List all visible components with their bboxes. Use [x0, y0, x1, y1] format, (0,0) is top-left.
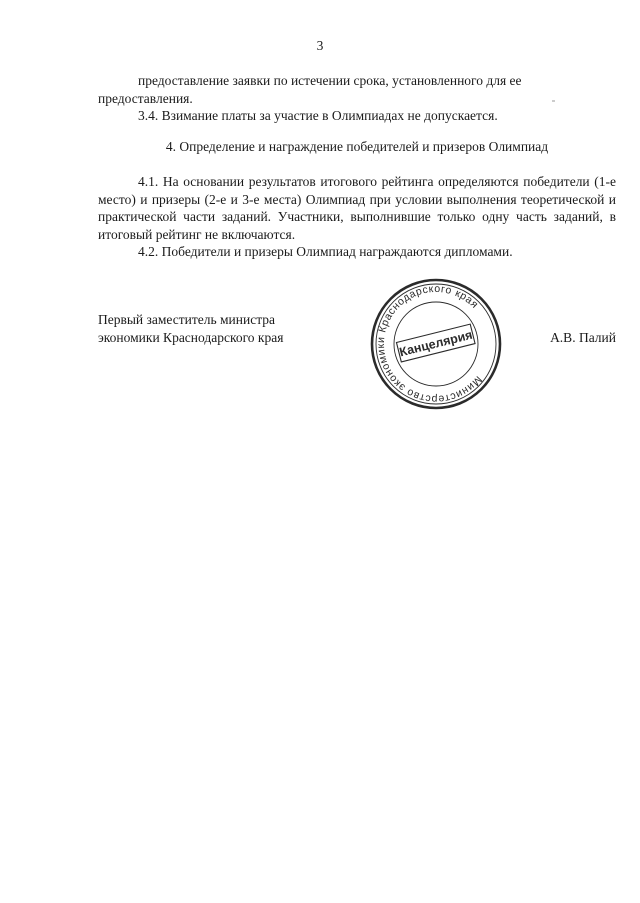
paragraph-3-4: 3.4. Взимание платы за участие в Олимпиадах не допускается. — [138, 108, 498, 123]
text-line: предоставление заявки по истечении срока, установленного для ее — [138, 73, 522, 88]
section-4-heading: 4. Определение и награждение победителей и призеров Олимпиад — [165, 139, 549, 154]
section-3-continuation — [98, 72, 616, 125]
signatory-name: А.В. Палий — [550, 330, 616, 345]
paragraph-4-2: 4.2. Победители и призеры Олимпиад награждаются дипломами. — [138, 244, 513, 259]
scan-speck — [552, 100, 555, 102]
text-line: предоставления. — [98, 90, 193, 106]
section-4-body — [98, 173, 616, 261]
stamp-ring-text: Министерство экономики Краснодарского края — [374, 282, 485, 406]
stamp-center-text: Канцелярия — [397, 327, 474, 360]
office-stamp — [368, 276, 504, 412]
paragraph-4-1: 4.1. На основании результатов итогового рейтинга определяются победители (1-е место) и призеры (2-е и 3-е места) Олимпиад при условии выполнения теоретической и практической части заданий. Участники, выполнившие только одну часть заданий, в итоговый рейтинг не включаются. — [98, 174, 616, 242]
signature-title-line: Первый заместитель министра — [98, 312, 276, 327]
signature-title-line: экономики Краснодарского края — [98, 329, 284, 345]
paragraph-3-3-tail — [98, 90, 616, 108]
paragraph-3-3-end — [98, 72, 616, 90]
page-number: 3 — [316, 38, 324, 53]
signature-title — [98, 311, 283, 346]
